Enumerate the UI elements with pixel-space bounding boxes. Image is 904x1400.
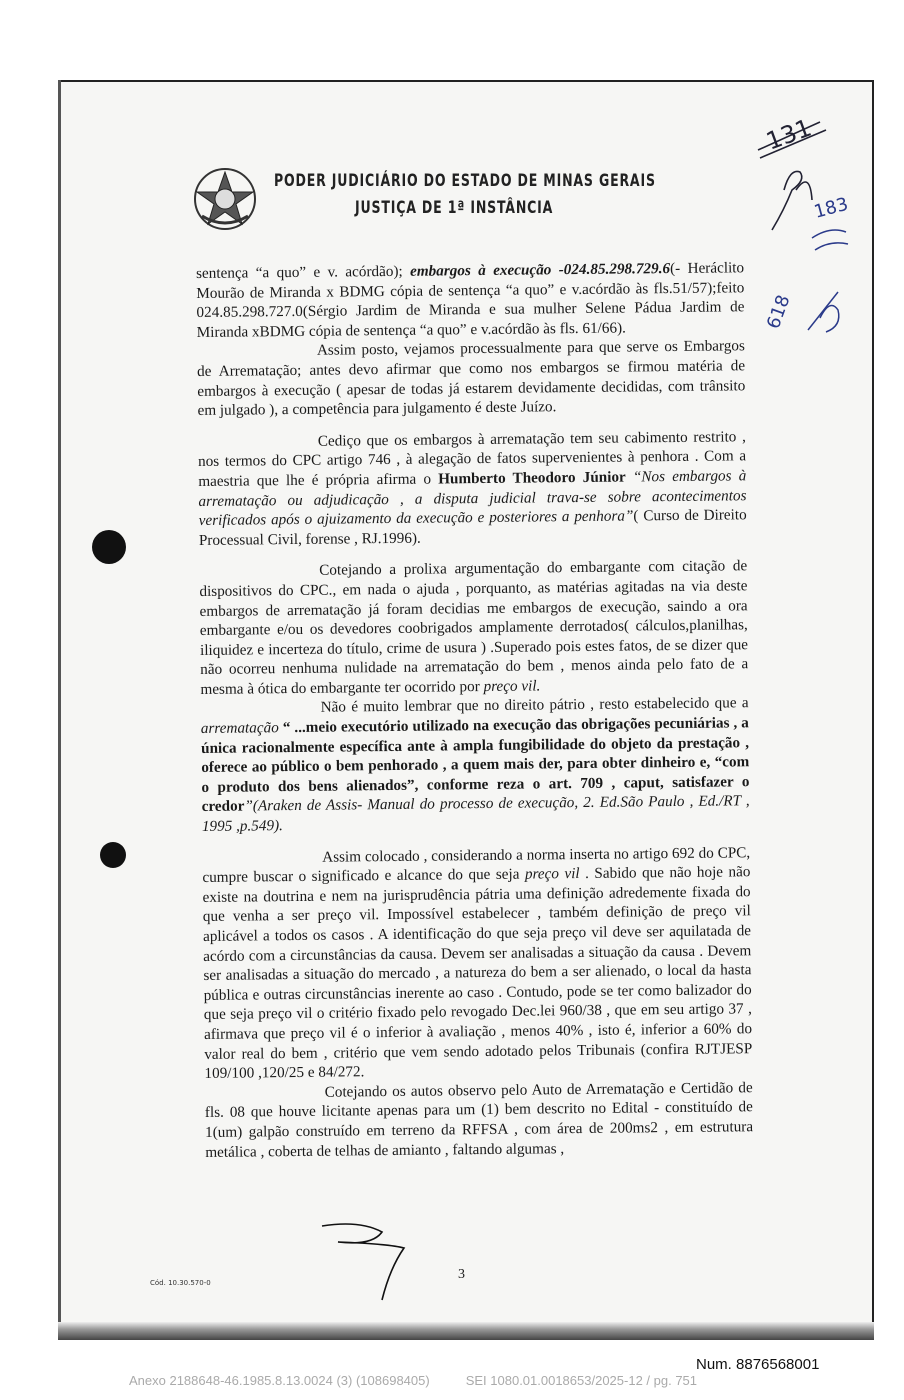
- paragraph-6: Assim colocado , considerando a norma inserta no artigo 692 do CPC, cumpre buscar o significado e alcance do que seja preço vil . Sabido que não hoje não existe na doutrina e nem na jurisprudência pátria uma definição adredemente fixada do que venha a ser preço vil. Impossível estabelecer , também definição de preço vil aplicável a todos os casos . A identificação do que seja preço vil deve ser aquilatada de acórdo com a circunstâncias da causa. Devem ser analisadas a situação da causa . Devem ser analisadas a situação do mercado , a natureza do bem a ser alienado, o local da hasta pública e outras circunstâncias inerente ao caso . Contudo, pode se ter como balizador do que seja preço vil o critério fixado pelo revogado Dec.lei 960/38 , que em seu artigo 37 , afirmava que preço vil é o inferior à avaliação , menos 40% , isto é, inferior a 60% do valor real do bem , critério que vem sendo adotado pelos Tribunais (confira RJTJESP 109/100 ,120/25 e 84/272.: [202, 843, 753, 1083]
- document-body: [196, 258, 753, 1162]
- paragraph-2: Assim posto, vejamos processualmente para que serve os Embargos de Arrematação; antes devo afirmar que como nos embargos se firmou matéria de embargos à execução ( apesar de todas já estarem devidamente decididas, com trânsito em julgado ), a competência para julgamento é deste Juízo.: [197, 337, 746, 420]
- footer-reference: [129, 1373, 733, 1388]
- punch-hole-middle: [100, 842, 126, 868]
- paragraph-7: Cotejando os autos observo pelo Auto de Arrematação e Certidão de fls. 08 que houve licitante apenas para um (1) bem descrito no Edital - constituído de 1(um) galpão construído em terreno da RFFSA , com área de 200ms2 , em estrutura metálica , coberta de telhas de amianto , faltando algumas ,: [204, 1078, 754, 1161]
- punch-hole-top: [92, 530, 126, 564]
- page-number: 3: [458, 1267, 465, 1282]
- folio-mark-618: [808, 292, 839, 332]
- folio-mark-183: [812, 230, 848, 250]
- sei-reference: SEI 1080.01.0018653/2025-12 / pg. 751: [465, 1373, 698, 1388]
- signature: [322, 1224, 404, 1300]
- form-code: Cód. 10.30.570-0: [150, 1279, 211, 1287]
- folio-number-183: 183: [811, 193, 851, 223]
- paragraph-4: Cotejando a prolixa argumentação do embargante com citação de dispositivos do CPC., em nada o ajuda , porquanto, as matérias agitadas na via deste embargos de arrematação já foram decidias me embargos de execução, saindo a ora embargante e/ou os devedores coobrigados amplamente derrotados( cálculos,planilhas, iliquidez e incerteza do título, crime de usura ) .Superado pois estes fatos, de se dizer que não ocorreu nenhuma nulidade na arrematação do bem , menos ainda pelo fato de a mesma à ótica do embargante ter ocorrido por preço vil.: [199, 557, 749, 698]
- folio-number-618: 618: [762, 292, 795, 332]
- court-header-title: PODER JUDICIÁRIO DO ESTADO DE MINAS GERAIS: [274, 171, 656, 191]
- paragraph-5: Não é muito lembrar que no direito pátrio , resto estabelecido que a arrematação “ ...meio executório utilizado na execução das obrigações pecuniárias , a única racionalmente específica ante à ampla fungibilidade do objeto da prestação , oferece ao público o bem penhorado , a quem mais der, para obter dinheiro e, “com o produto dos bens alienados”, conforme reza o art. 709 , caput, satisfazer o credor”(Araken de Assis- Manual do processo de execução, 2. Ed.São Paulo , Ed./RT , 1995 ,p.549).: [200, 694, 750, 835]
- folio-number-131: 131: [762, 113, 816, 156]
- annex-reference: Anexo 2188648-46.1985.8.13.0024 (3) (108698405): [129, 1373, 430, 1388]
- document-id-number: Num. 8876568001: [696, 1356, 820, 1373]
- paragraph-3: Cediço que os embargos à arrematação tem seu cabimento restrito , nos termos do CPC artigo 746 , à alegação de fatos supervenientes à penhora . Com a maestria que lhe é própria afirma o Humberto Theodoro Júnior “Nos embargos à arrematação ou adjudicação , a disputa judicial trava-se sobre acontecimentos verificados após o ajuizamento da execução e posteriores a penhora”( Curso de Direito Processual Civil, forense , RJ.1996).: [197, 428, 747, 549]
- paragraph-1: sentença “a quo” e v. acórdão); embargos à execução -024.85.298.729.6(- Heráclito Mourão de Miranda x BDMG cópia de sentença “a quo” e v.acórdão às fls.51/57);feito 024.85.298.727.0(Sérgio Jardim de Miranda e sua mulher Selene Pádua Jardim de Miranda xBDMG cópia de sentença “a quo” e v.acórdão às fls. 61/66).: [196, 259, 745, 341]
- court-header-subtitle: JUSTIÇA DE 1ª INSTÂNCIA: [355, 198, 554, 218]
